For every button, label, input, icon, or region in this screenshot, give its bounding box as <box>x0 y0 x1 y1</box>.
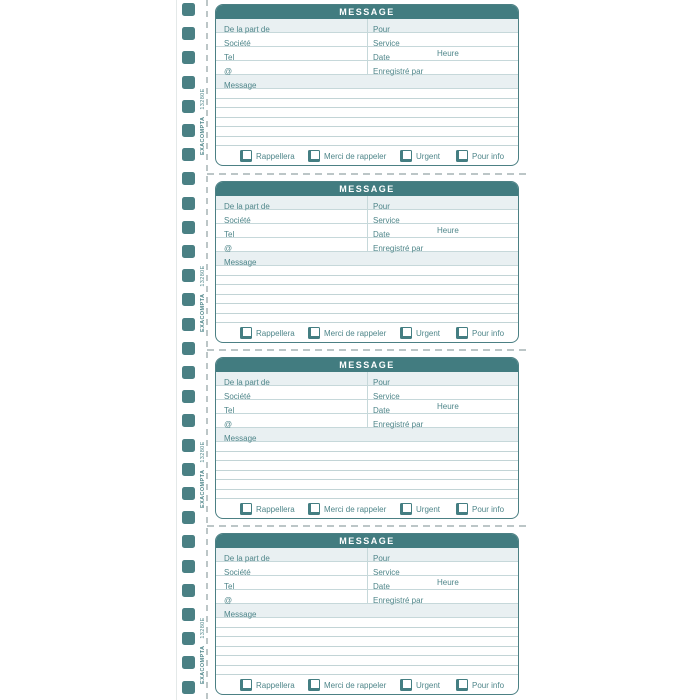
spiral-hole <box>182 414 195 427</box>
spiral-hole <box>182 463 195 476</box>
spiral-hole <box>182 560 195 573</box>
label-societe: Société <box>224 39 251 48</box>
checkbox-merci-de-rappeler: Merci de rappeler <box>308 679 386 691</box>
ruled-line <box>216 285 518 295</box>
label-tel: Tel <box>224 582 235 591</box>
checkbox-icon <box>456 503 468 515</box>
form-row-email-enregistre <box>216 414 518 428</box>
checkbox-urgent: Urgent <box>400 150 440 162</box>
checkbox-urgent: Urgent <box>400 503 440 515</box>
label-message: Message <box>224 610 257 619</box>
ruled-line <box>216 127 518 137</box>
checkbox-icon <box>456 327 468 339</box>
spiral-hole <box>182 656 195 669</box>
form-row-message <box>216 428 518 442</box>
spiral-hole <box>182 3 195 16</box>
label-heure: Heure <box>437 226 459 235</box>
ruled-line <box>216 108 518 118</box>
message-form <box>200 357 519 519</box>
ruled-line <box>216 628 518 638</box>
spiral-hole <box>182 632 195 645</box>
checkbox-icon <box>308 150 320 162</box>
spiral-hole <box>182 51 195 64</box>
product-reference: 13280E <box>200 617 206 639</box>
spiral-hole <box>182 318 195 331</box>
form-header <box>216 534 518 548</box>
checkbox-merci-de-rappeler: Merci de rappeler <box>308 150 386 162</box>
form-row-email-enregistre <box>216 61 518 75</box>
form-row-tel-date-heure <box>216 224 518 238</box>
label-enregistre-par: Enregistré par <box>373 420 424 429</box>
label-tel: Tel <box>224 406 235 415</box>
checkbox-urgent: Urgent <box>400 327 440 339</box>
checkbox-icon <box>308 327 320 339</box>
ruled-line <box>216 99 518 109</box>
checkbox-icon <box>456 679 468 691</box>
checkbox-pour-info: Pour info <box>456 150 504 162</box>
checkbox-pour-info: Pour info <box>456 503 504 515</box>
spiral-hole <box>182 366 195 379</box>
form-row-from-pour <box>216 19 518 33</box>
label-pour: Pour <box>373 378 390 387</box>
label-date: Date <box>373 53 390 62</box>
brand-name: EXACOMPTA <box>200 469 206 508</box>
ruled-line <box>216 656 518 666</box>
product-reference: 13280E <box>200 441 206 463</box>
brand-name: EXACOMPTA <box>200 293 206 332</box>
checkbox-icon <box>308 503 320 515</box>
spiral-hole <box>182 584 195 597</box>
label-date: Date <box>373 230 390 239</box>
checkbox-icon <box>400 327 412 339</box>
spiral-hole <box>182 76 195 89</box>
label-de-la-part-de: De la part de <box>224 554 270 563</box>
spiral-hole <box>182 269 195 282</box>
message-ruled-lines <box>216 618 518 675</box>
label-service: Service <box>373 39 400 48</box>
message-ruled-lines <box>216 89 518 146</box>
checkbox-icon <box>400 679 412 691</box>
spiral-hole <box>182 681 195 694</box>
label-enregistre-par: Enregistré par <box>373 244 424 253</box>
checkbox-rappellera: Rappellera <box>240 150 295 162</box>
form-row-tel-date-heure <box>216 47 518 61</box>
form-row-email-enregistre <box>216 238 518 252</box>
form-row-tel-date-heure <box>216 400 518 414</box>
ruled-line <box>216 89 518 99</box>
ruled-line <box>216 490 518 500</box>
form-row-tel-date-heure <box>216 576 518 590</box>
product-reference: 13280E <box>200 88 206 110</box>
checkbox-icon <box>240 327 252 339</box>
label-de-la-part-de: De la part de <box>224 378 270 387</box>
checkbox-merci-de-rappeler: Merci de rappeler <box>308 503 386 515</box>
checkbox-row <box>216 499 518 519</box>
spiral-hole <box>182 245 195 258</box>
perforation-line-horizontal <box>207 525 526 527</box>
label-heure: Heure <box>437 402 459 411</box>
spiral-hole <box>182 608 195 621</box>
checkbox-icon <box>240 503 252 515</box>
message-form <box>200 181 519 343</box>
spiral-hole <box>182 148 195 161</box>
label-service: Service <box>373 568 400 577</box>
checkbox-urgent: Urgent <box>400 679 440 691</box>
form-row-societe-service <box>216 386 518 400</box>
perforation-line-horizontal <box>207 173 526 175</box>
label-societe: Société <box>224 568 251 577</box>
label-date: Date <box>373 582 390 591</box>
checkbox-row <box>216 323 518 343</box>
checkbox-rappellera: Rappellera <box>240 503 295 515</box>
checkbox-merci-de-rappeler: Merci de rappeler <box>308 327 386 339</box>
spiral-hole <box>182 511 195 524</box>
spiral-hole <box>182 124 195 137</box>
label-pour: Pour <box>373 25 390 34</box>
form-header <box>216 358 518 372</box>
ruled-line <box>216 276 518 286</box>
ruled-line <box>216 118 518 128</box>
brand-name: EXACOMPTA <box>200 645 206 684</box>
brand-reference-vertical-text <box>200 617 206 684</box>
spiral-hole <box>182 172 195 185</box>
ruled-line <box>216 618 518 628</box>
spiral-hole <box>182 197 195 210</box>
brand-reference-vertical-text <box>200 88 206 155</box>
perforation-line-horizontal <box>207 349 526 351</box>
ruled-line <box>216 647 518 657</box>
checkbox-pour-info: Pour info <box>456 679 504 691</box>
checkbox-icon <box>240 150 252 162</box>
label-tel: Tel <box>224 230 235 239</box>
message-form <box>200 4 519 166</box>
label-message: Message <box>224 81 257 90</box>
product-reference: 13280E <box>200 265 206 287</box>
label-tel: Tel <box>224 53 235 62</box>
label-at: @ <box>224 596 233 605</box>
brand-name: EXACOMPTA <box>200 116 206 155</box>
form-row-message <box>216 252 518 266</box>
form-row-from-pour <box>216 196 518 210</box>
ruled-line <box>216 295 518 305</box>
ruled-line <box>216 480 518 490</box>
form-row-societe-service <box>216 33 518 47</box>
label-at: @ <box>224 420 233 429</box>
spiral-hole <box>182 293 195 306</box>
label-de-la-part-de: De la part de <box>224 202 270 211</box>
ruled-line <box>216 666 518 676</box>
label-pour: Pour <box>373 554 390 563</box>
label-societe: Société <box>224 392 251 401</box>
label-at: @ <box>224 67 233 76</box>
spiral-hole <box>182 535 195 548</box>
form-title: MESSAGE <box>339 7 395 17</box>
form-header <box>216 5 518 19</box>
ruled-line <box>216 452 518 462</box>
ruled-line <box>216 461 518 471</box>
spiral-hole <box>182 487 195 500</box>
form-row-from-pour <box>216 548 518 562</box>
label-at: @ <box>224 244 233 253</box>
checkbox-icon <box>400 150 412 162</box>
paper-edge <box>176 0 177 700</box>
label-service: Service <box>373 392 400 401</box>
message-ruled-lines <box>216 442 518 499</box>
ruled-line <box>216 471 518 481</box>
form-row-from-pour <box>216 372 518 386</box>
checkbox-icon <box>456 150 468 162</box>
form-title: MESSAGE <box>339 184 395 194</box>
ruled-line <box>216 314 518 324</box>
label-de-la-part-de: De la part de <box>224 25 270 34</box>
form-row-email-enregistre <box>216 590 518 604</box>
ruled-line <box>216 304 518 314</box>
ruled-line <box>216 637 518 647</box>
label-enregistre-par: Enregistré par <box>373 596 424 605</box>
form-row-societe-service <box>216 210 518 224</box>
checkbox-icon <box>240 679 252 691</box>
label-pour: Pour <box>373 202 390 211</box>
checkbox-row <box>216 675 518 695</box>
checkbox-icon <box>400 503 412 515</box>
label-message: Message <box>224 434 257 443</box>
checkbox-icon <box>308 679 320 691</box>
label-heure: Heure <box>437 49 459 58</box>
label-enregistre-par: Enregistré par <box>373 67 424 76</box>
spiral-hole <box>182 439 195 452</box>
label-message: Message <box>224 258 257 267</box>
spiral-hole <box>182 221 195 234</box>
checkbox-rappellera: Rappellera <box>240 327 295 339</box>
ruled-line <box>216 266 518 276</box>
spiral-hole <box>182 342 195 355</box>
spiral-hole <box>182 100 195 113</box>
form-row-societe-service <box>216 562 518 576</box>
checkbox-row <box>216 146 518 166</box>
spiral-hole <box>182 390 195 403</box>
label-societe: Société <box>224 216 251 225</box>
brand-reference-vertical-text <box>200 265 206 332</box>
form-row-message <box>216 604 518 618</box>
form-title: MESSAGE <box>339 536 395 546</box>
message-ruled-lines <box>216 266 518 323</box>
brand-reference-vertical-text <box>200 441 206 508</box>
form-title: MESSAGE <box>339 360 395 370</box>
checkbox-pour-info: Pour info <box>456 327 504 339</box>
label-heure: Heure <box>437 578 459 587</box>
spiral-hole <box>182 27 195 40</box>
label-service: Service <box>373 216 400 225</box>
ruled-line <box>216 137 518 147</box>
checkbox-rappellera: Rappellera <box>240 679 295 691</box>
label-date: Date <box>373 406 390 415</box>
ruled-line <box>216 442 518 452</box>
form-row-message <box>216 75 518 89</box>
form-header <box>216 182 518 196</box>
message-form <box>200 533 519 695</box>
